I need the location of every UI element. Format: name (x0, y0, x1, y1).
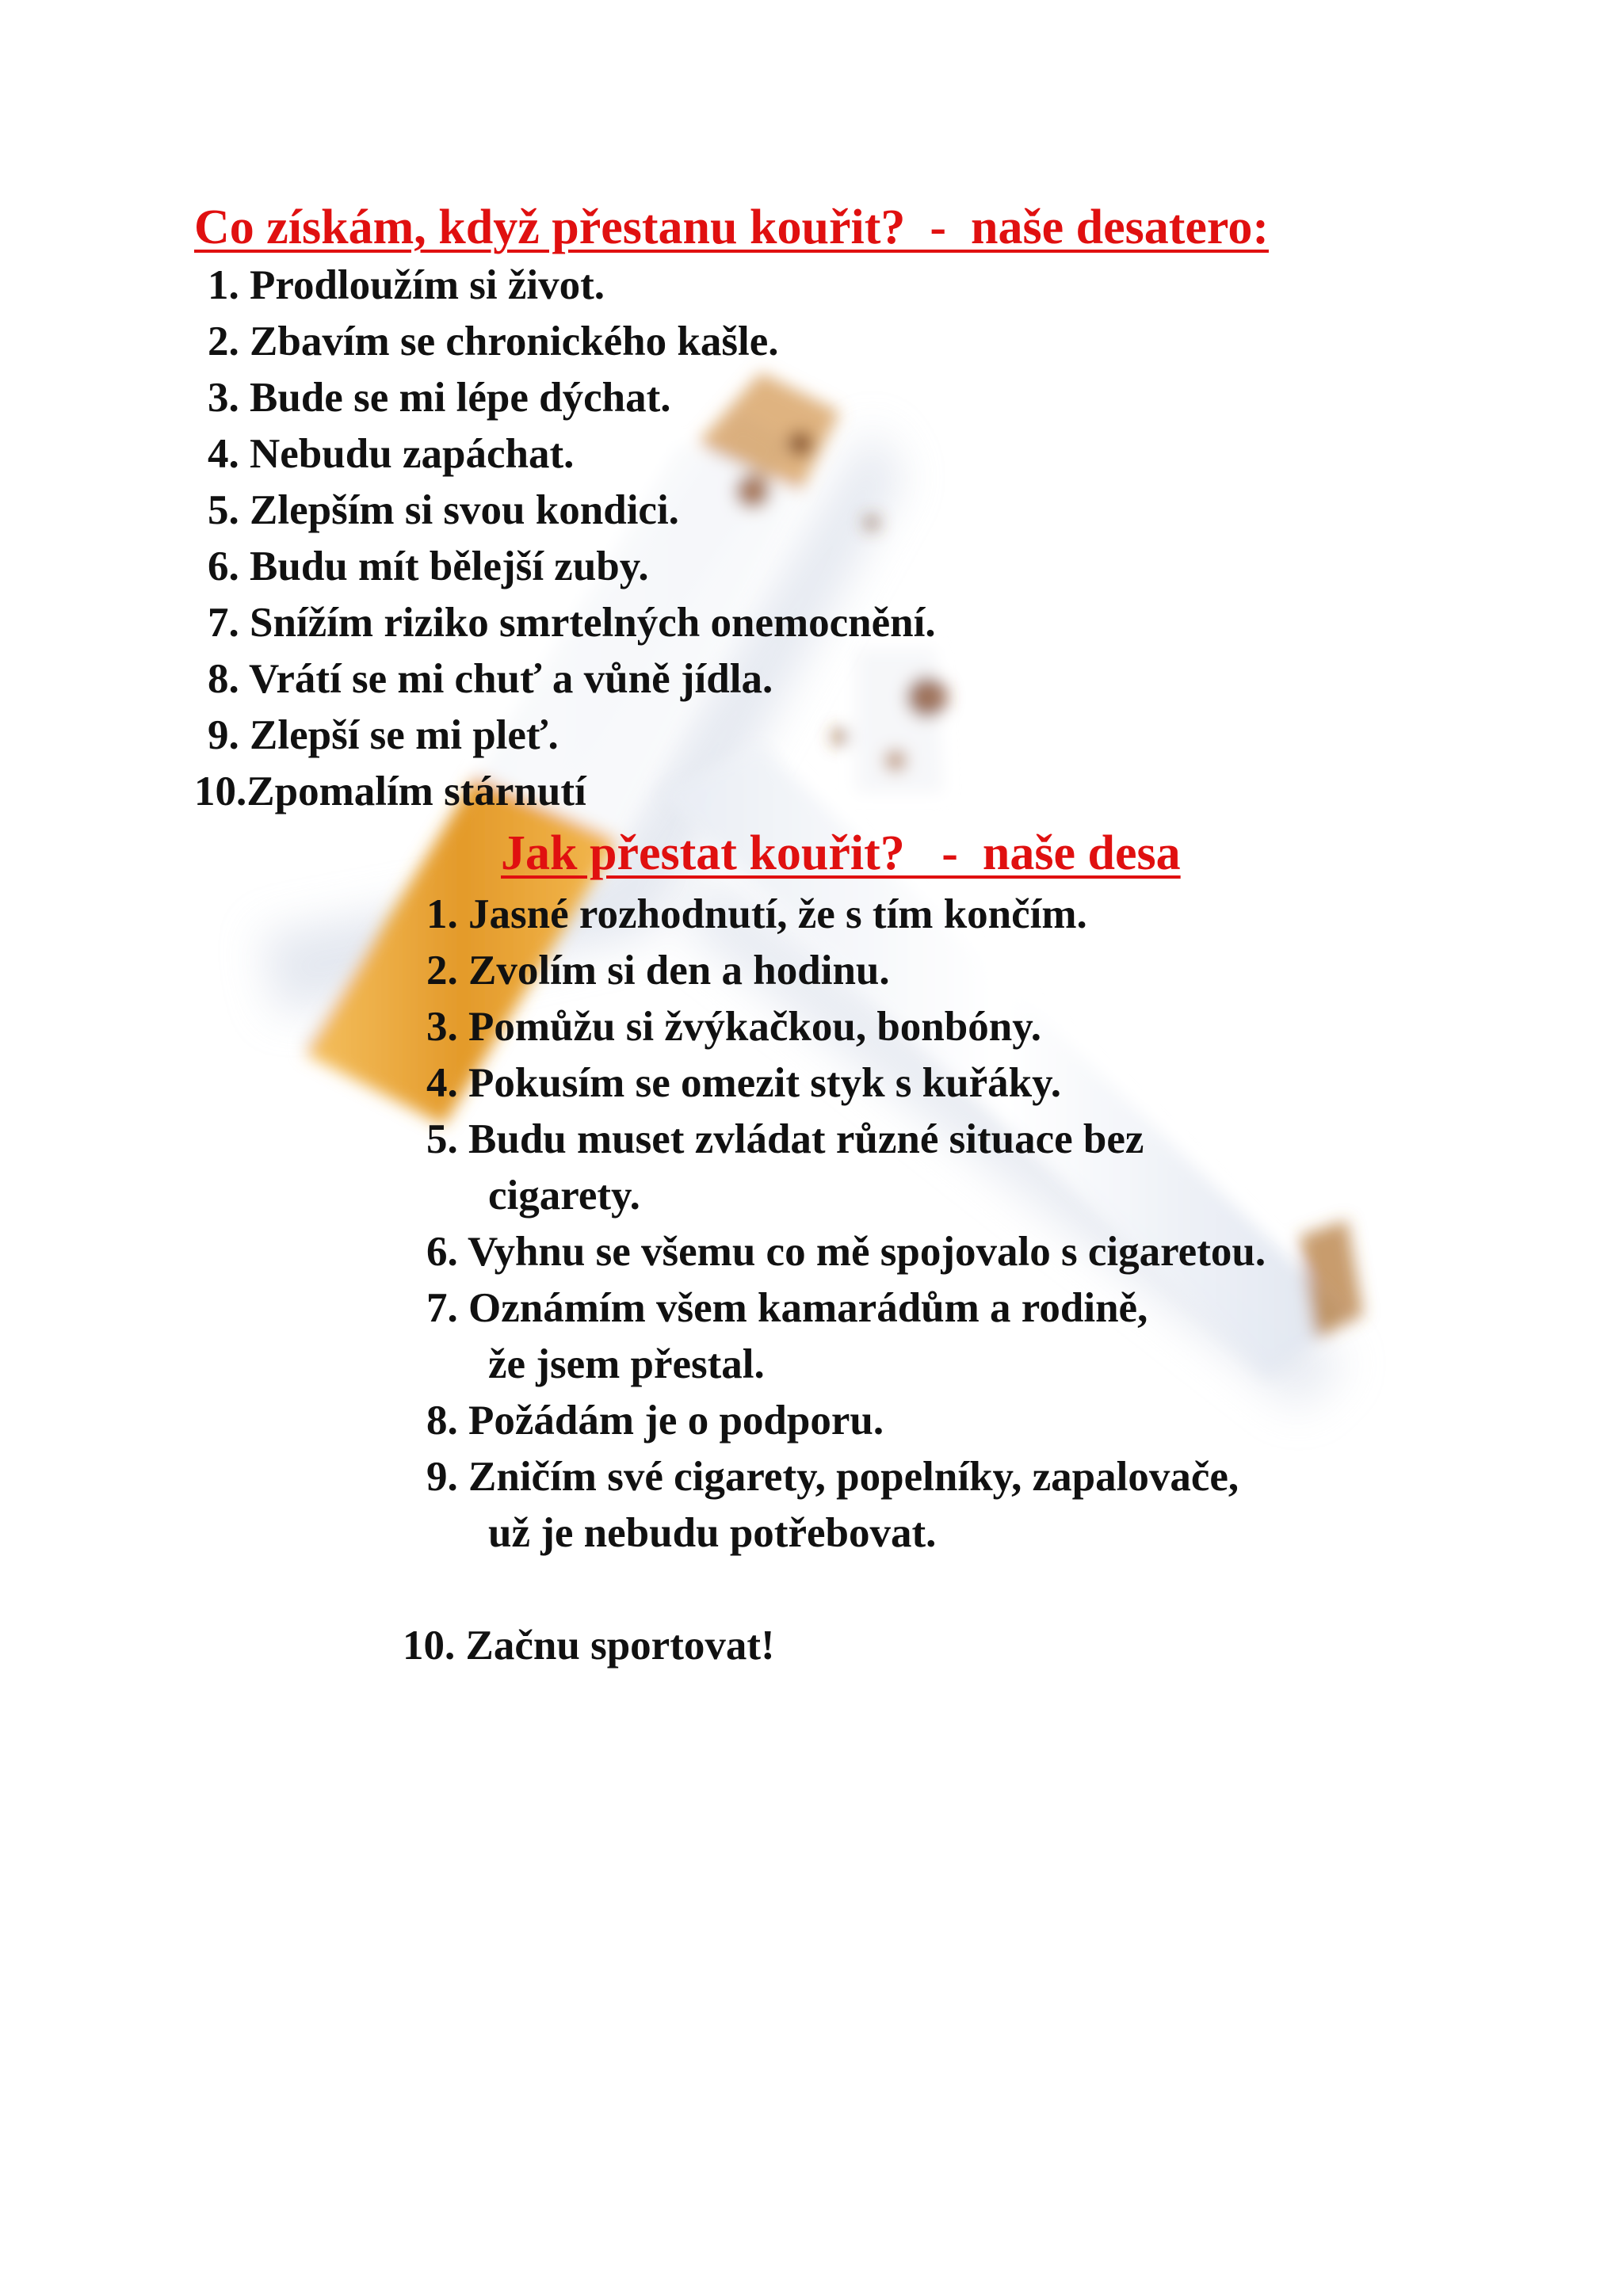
item-number: 2. (426, 948, 458, 994)
item-number: 4. (426, 1060, 458, 1106)
list-item-continuation: už je nebudu potřebovat. (488, 1510, 937, 1556)
list-item (208, 262, 605, 308)
section1-heading: Co získám, když přestanu kouřit? - naše desatero: (194, 200, 1269, 254)
item-number: 1. (426, 891, 458, 937)
item-number: 6. (208, 543, 239, 589)
item-number: 8. (426, 1398, 458, 1444)
item-text: Požádám je o podporu. (468, 1398, 884, 1444)
item-text: Budu muset zvládat různé situace bez (468, 1116, 1144, 1162)
item-number: 10. (194, 769, 247, 814)
item-number: 8. (208, 656, 239, 702)
list-item (208, 377, 670, 419)
list-item (426, 1062, 1061, 1104)
list-item (194, 771, 586, 813)
list-item (208, 487, 679, 533)
list-item (208, 602, 936, 644)
item-text: Vrátí se mi chuť a vůně jídla. (249, 656, 773, 702)
list-item-continuation: cigarety. (488, 1173, 640, 1219)
item-number: 7. (426, 1285, 458, 1331)
list-item (403, 1625, 775, 1667)
list-item (208, 433, 574, 475)
list-item (426, 1006, 1041, 1048)
item-number: 5. (208, 487, 239, 533)
item-number: 5. (426, 1116, 458, 1162)
item-text: Vyhnu se všemu co mě spojovalo s cigaretou. (468, 1229, 1266, 1275)
item-number: 9. (208, 712, 239, 758)
item-number: 10. (403, 1623, 456, 1669)
item-text: Začnu sportovat! (465, 1623, 775, 1669)
list-item (426, 1456, 1239, 1498)
list-item (208, 543, 649, 589)
item-text: Zničím své cigarety, popelníky, zapalovače, (468, 1454, 1239, 1500)
item-number: 6. (426, 1229, 458, 1275)
item-text: Oznámím všem kamarádům a rodině, (468, 1285, 1148, 1331)
list-item (208, 658, 773, 700)
item-text: Snížím riziko smrtelných onemocnění. (250, 600, 936, 646)
item-text: Jasné rozhodnutí, že s tím končím. (468, 891, 1087, 937)
item-text: Pomůžu si žvýkačkou, bonbóny. (468, 1004, 1042, 1050)
list-item-continuation: že jsem přestal. (488, 1341, 765, 1387)
item-number: 1. (208, 262, 239, 308)
item-text: Zvolím si den a hodinu. (468, 948, 890, 994)
list-item (208, 318, 779, 364)
item-number: 3. (426, 1004, 458, 1050)
item-number: 4. (208, 431, 239, 477)
list-item (426, 1400, 884, 1442)
item-text: Budu mít bělejší zuby. (250, 543, 649, 589)
list-item (426, 891, 1087, 937)
item-number: 2. (208, 318, 239, 364)
list-item (426, 1231, 1266, 1273)
item-text: Zbavím se chronického kašle. (250, 318, 779, 364)
item-text: Zpomalím stárnutí (246, 769, 586, 814)
item-text: Zlepší se mi pleť. (250, 712, 559, 758)
item-text: Bude se mi lépe dýchat. (250, 375, 671, 421)
section2-heading: Jak přestat kouřit? - naše desa (501, 826, 1181, 880)
item-text: Pokusím se omezit styk s kuřáky. (468, 1060, 1061, 1106)
item-text: Zlepším si svou kondici. (250, 487, 679, 533)
list-item (426, 1116, 1144, 1162)
item-number: 9. (426, 1454, 458, 1500)
item-number: 7. (208, 600, 239, 646)
list-item (426, 1287, 1148, 1329)
item-text: Nebudu zapáchat. (250, 431, 575, 477)
item-number: 3. (208, 375, 239, 421)
list-item (426, 950, 890, 992)
list-item (208, 712, 559, 758)
item-text: Prodloužím si život. (250, 262, 605, 308)
